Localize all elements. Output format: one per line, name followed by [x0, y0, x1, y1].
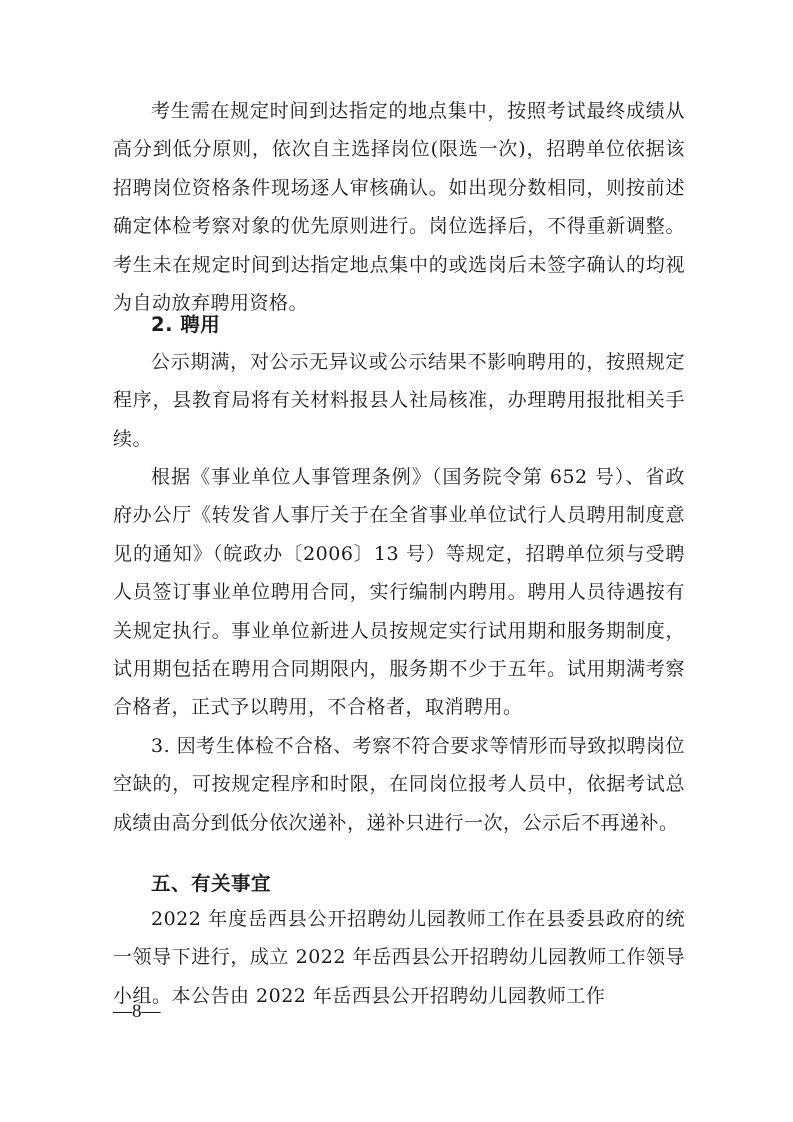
paragraph-position-selection: 考生需在规定时间到达指定的地点集中，按照考试最终成绩从高分到低分原则，依次自主选择岗位(限选一次)，招聘单位依据该招聘岗位资格条件现场逐人审核确认。如出现分数相同，则按前述确定体检考察对象的优先原则进行。岗位选择后，不得重新调整。考生未在规定时间到达指定地点集中的或选岗后未签字确认的均视为自动放弃聘用资格。	[113, 100, 685, 315]
section-heading-related-matters: 五、有关事宜	[151, 872, 272, 895]
section-heading-hiring: 2. 聘用	[151, 313, 221, 336]
paragraph-regulations: 根据《事业单位人事管理条例》（国务院令第 652 号）、省政府办公厅《转发省人事厅关于在全省事业单位试行人员聘用制度意见的通知》（皖政办〔2006〕13 号）等规定，招聘单位须与受聘人员签订事业单位聘用合同，实行编制内聘用。聘用人员待遇按有关规定执行。事业单位新进人员按规定实行试用期和服务期制度，试用期包括在聘用合同期限内，服务期不少于五年。试用期满考察合格者，正式予以聘用，不合格者，取消聘用。	[113, 466, 685, 719]
paragraph-vacancy-backfill: 3. 因考生体检不合格、考察不符合要求等情形而导致拟聘岗位空缺的，可按规定程序和时限，在同岗位报考人员中，依据考试总成绩由高分到低分依次递补，递补只进行一次，公示后不再递补。	[113, 735, 685, 834]
paragraph-leadership: 2022 年度岳西县公开招聘幼儿园教师工作在县委县政府的统一领导下进行，成立 2022 年岳西县公开招聘幼儿园教师工作领导小组。本公告由 2022 年岳西县公开招聘幼儿园教师工作	[113, 908, 685, 1007]
paragraph-publicity-period: 公示期满，对公示无异议或公示结果不影响聘用的，按照规定程序，县教育局将有关材料报县人社局核准，办理聘用报批相关手续。	[113, 351, 685, 450]
page-number: —8—	[113, 1001, 161, 1022]
